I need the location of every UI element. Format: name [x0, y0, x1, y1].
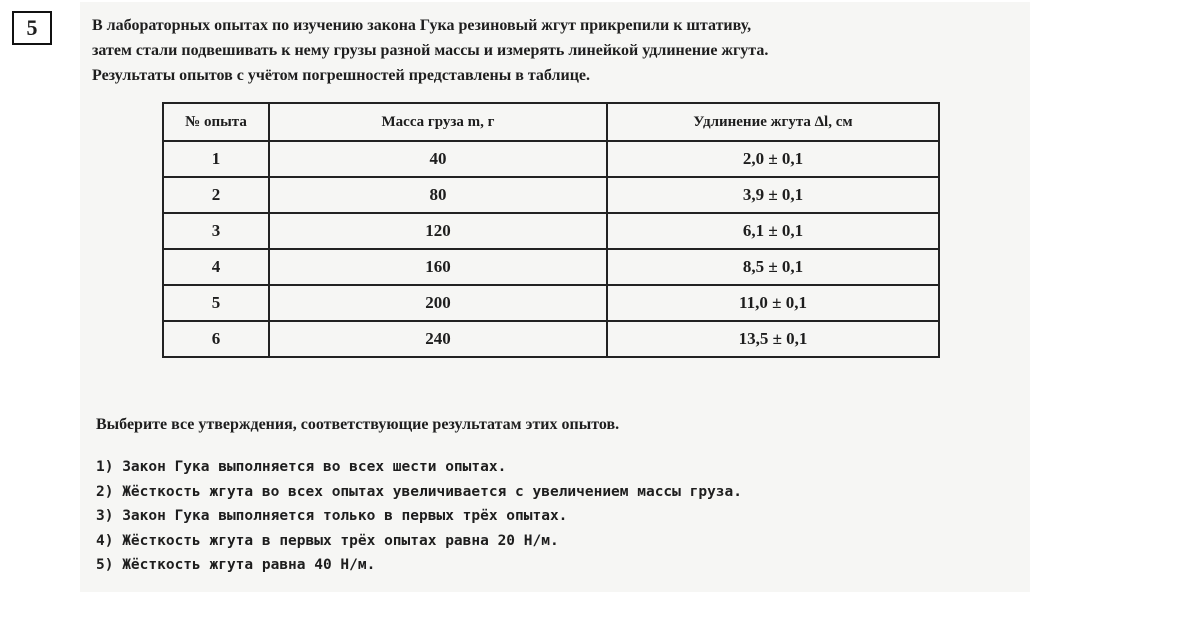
cell-mass: 120 [269, 213, 607, 249]
table-row [163, 141, 939, 177]
cell-experiment: 4 [163, 249, 269, 285]
question-text: Выберите все утверждения, соответствующие результатам этих опытов. [96, 416, 620, 433]
cell-mass: 240 [269, 321, 607, 357]
option-item: 3) Закон Гука выполняется только в первых трёх опытах. [96, 508, 568, 524]
header-experiment-number: № опыта [163, 103, 269, 141]
cell-elongation: 13,5 ± 0,1 [607, 321, 939, 357]
cell-experiment: 5 [163, 285, 269, 321]
option-item: 1) Закон Гука выполняется во всех шести опытах. [96, 459, 507, 475]
cell-mass: 80 [269, 177, 607, 213]
option-item: 5) Жёсткость жгута равна 40 Н/м. [96, 557, 376, 573]
option-item: 4) Жёсткость жгута в первых трёх опытах равна 20 Н/м. [96, 532, 559, 549]
cell-experiment: 1 [163, 141, 269, 177]
table-header-row [163, 103, 939, 141]
header-elongation: Удлинение жгута Δl, см [607, 103, 939, 141]
task-number: 5 [12, 11, 52, 45]
intro-line: затем стали подвешивать к нему грузы разной массы и измерять линейкой удлинение жгута. [92, 42, 769, 59]
cell-elongation: 6,1 ± 0,1 [607, 213, 939, 249]
cell-elongation: 2,0 ± 0,1 [607, 141, 939, 177]
cell-experiment: 2 [163, 177, 269, 213]
table-row [163, 213, 939, 249]
cell-elongation: 3,9 ± 0,1 [607, 177, 939, 213]
option-item: 2) Жёсткость жгута во всех опытах увеличивается с увеличением массы груза. [96, 483, 743, 500]
intro-line: Результаты опытов с учётом погрешностей представлены в таблице. [92, 67, 591, 84]
cell-mass: 40 [269, 141, 607, 177]
intro-line: В лабораторных опытах по изучению закона Гука резиновый жгут прикрепили к штативу, [92, 17, 752, 34]
cell-mass: 160 [269, 249, 607, 285]
results-table [162, 102, 940, 358]
cell-experiment: 3 [163, 213, 269, 249]
cell-experiment: 6 [163, 321, 269, 357]
task-intro [92, 13, 1022, 88]
table-row [163, 249, 939, 285]
cell-elongation: 8,5 ± 0,1 [607, 249, 939, 285]
table-row [163, 321, 939, 357]
cell-mass: 200 [269, 285, 607, 321]
table-row [163, 285, 939, 321]
header-mass: Масса груза m, г [269, 103, 607, 141]
table-row [163, 177, 939, 213]
answer-options [96, 455, 742, 578]
cell-elongation: 11,0 ± 0,1 [607, 285, 939, 321]
